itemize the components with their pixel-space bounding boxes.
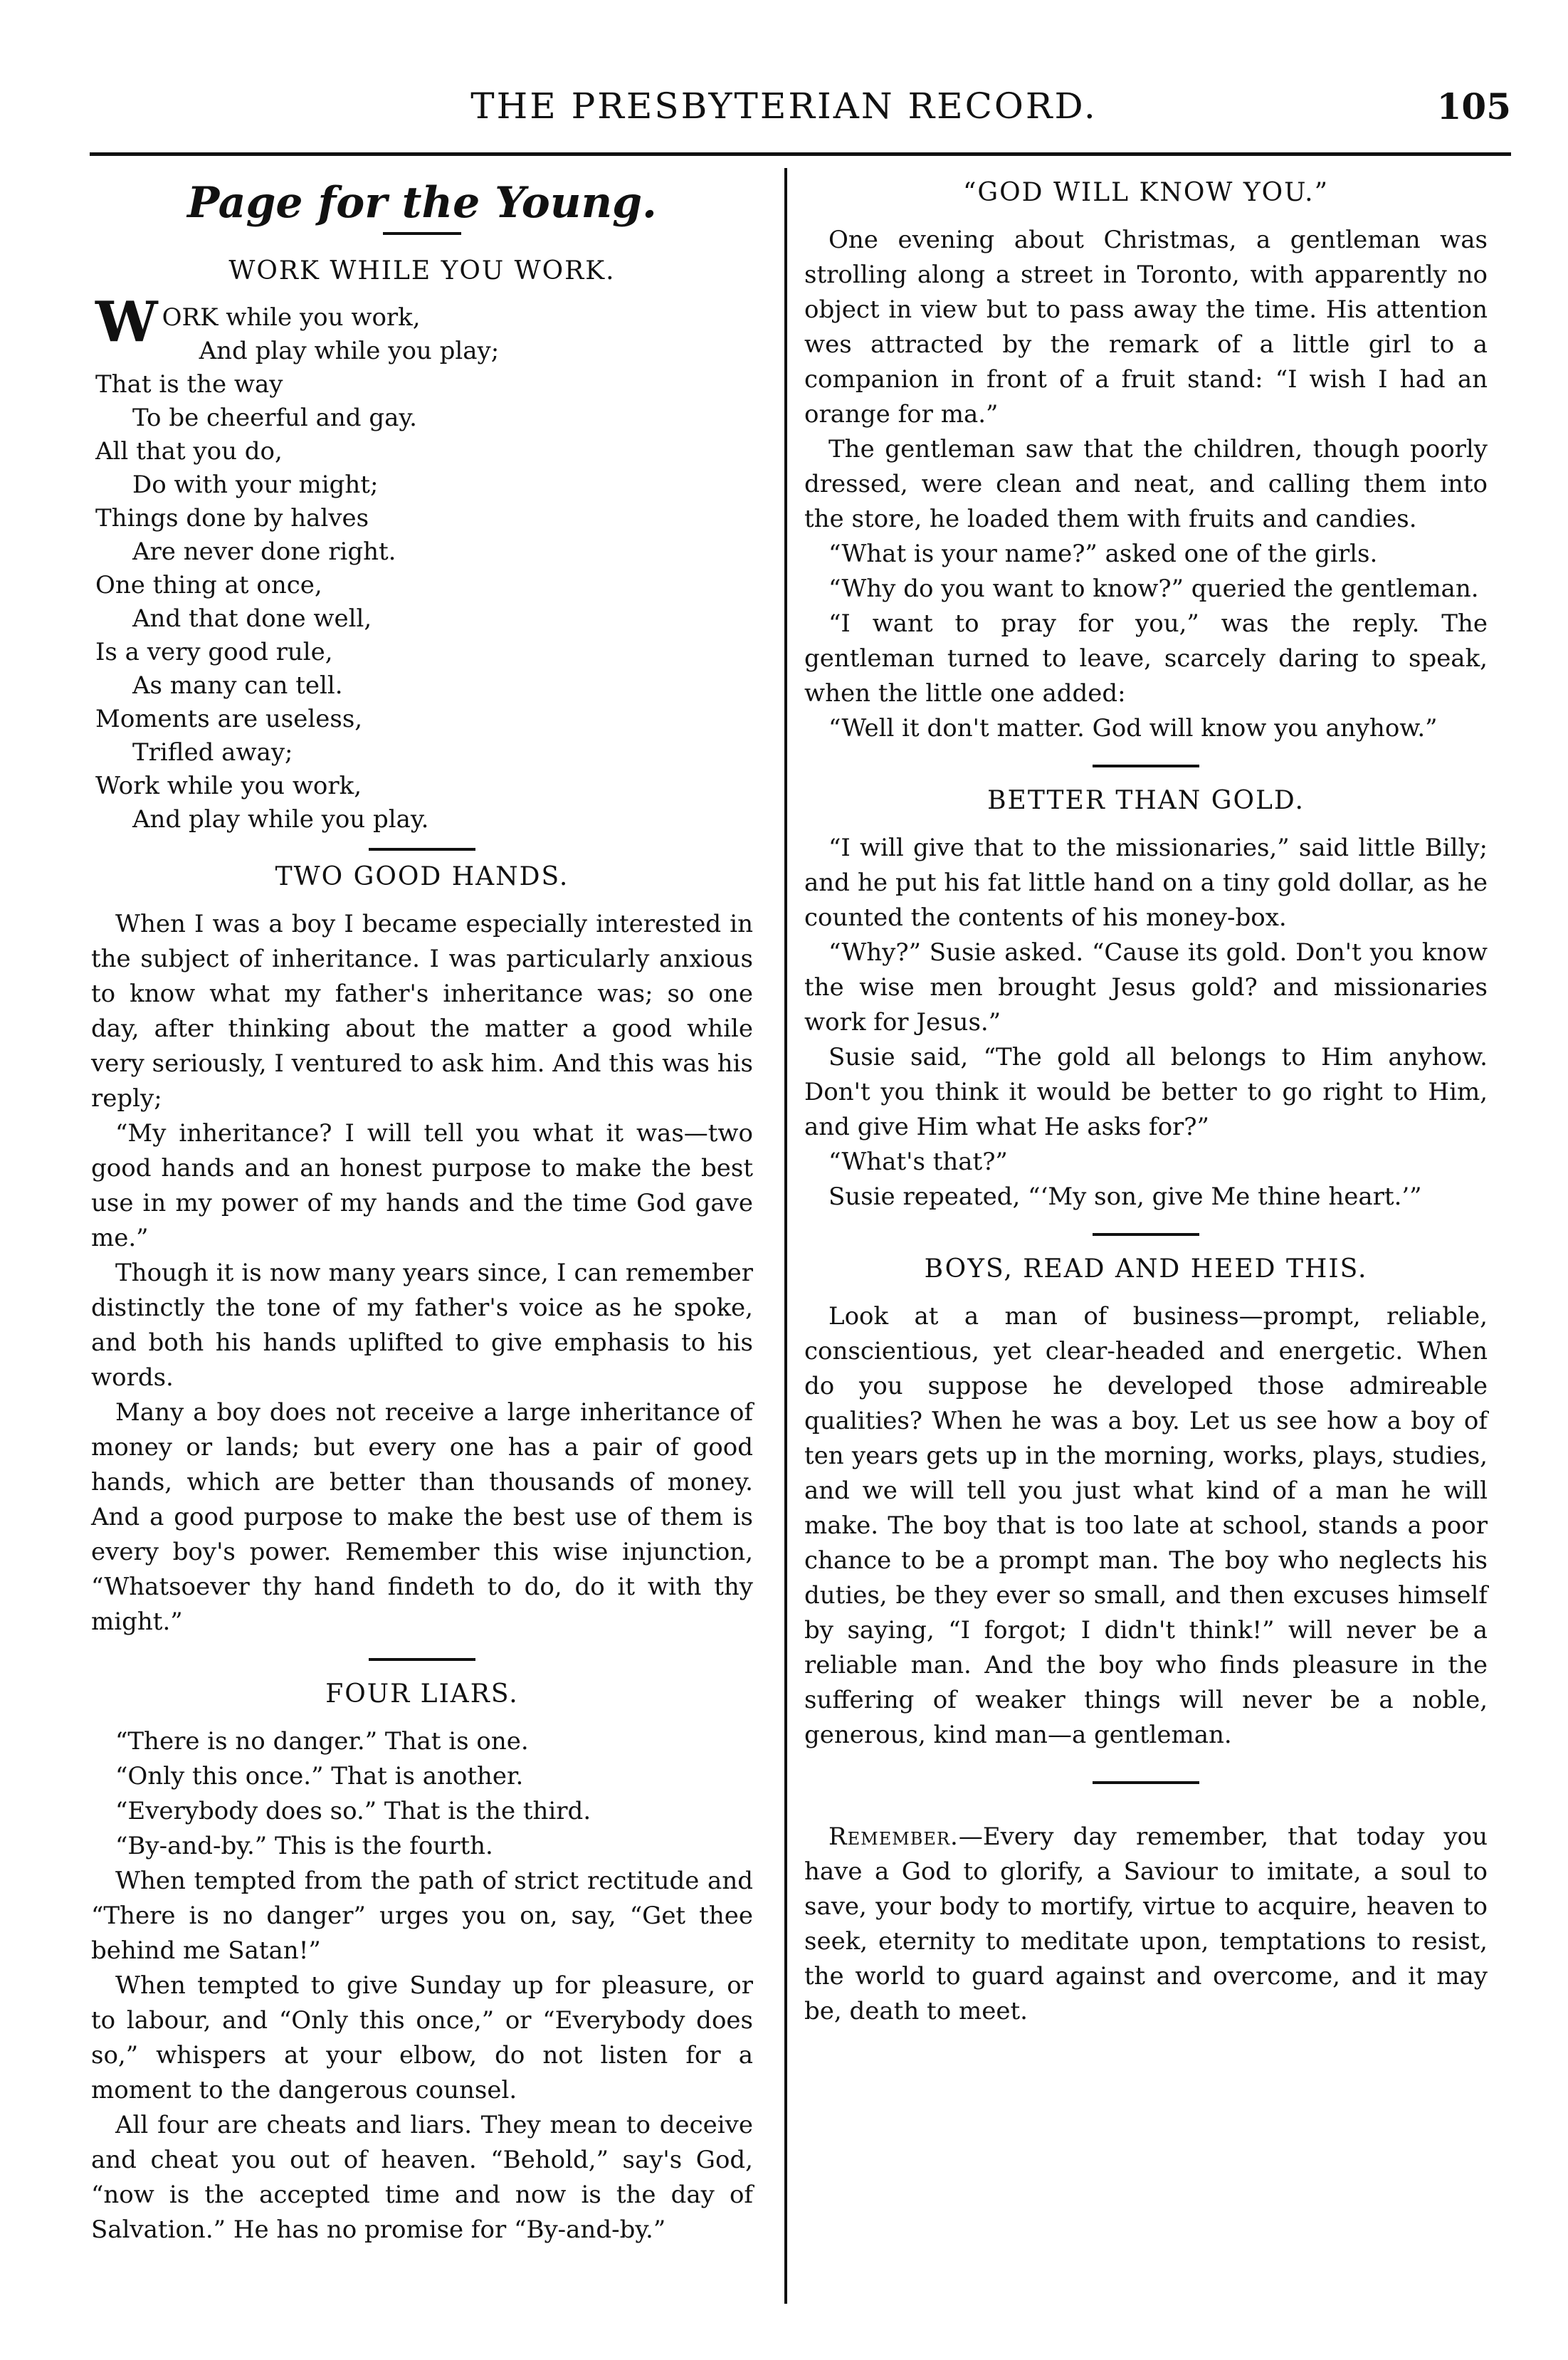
paragraph: “Why do you want to know?” queried the gentleman. xyxy=(828,575,1479,603)
paragraph: When tempted from the path of strict rectitude and “There is no danger” urges you on, say, “Get thee behind me Satan!” xyxy=(91,1867,753,1965)
divider xyxy=(1093,765,1199,767)
paragraph: Susie repeated, “‘My son, give Me thine heart.’” xyxy=(828,1182,1422,1211)
header-rule xyxy=(90,152,1511,156)
paragraph: “Why?” Susie asked. “Cause its gold. Don't you know the wise men brought Jesus gold? and missionaries work for Jesus.” xyxy=(804,938,1488,1037)
poem-line: Is a very good rule, xyxy=(95,638,333,666)
article-heading-god-will-know: “GOD WILL KNOW YOU.” xyxy=(963,178,1329,207)
paragraph: When I was a boy I became especially interested in the subject of inheritance. I was particularly anxious to know what my father's inheritance was; so one day, after thinking about the matter a good while very seriously, I ventured to ask him. And this was his reply; xyxy=(91,910,753,1113)
paragraph: All four are cheats and liars. They mean to deceive and cheat you out of heaven. “Behold,” say's God, “now is the accepted time and now is the day of Salvation.” He has no promise for “By-and-by.” xyxy=(91,2111,753,2244)
divider xyxy=(369,848,475,851)
paragraph: One evening about Christmas, a gentleman was strolling along a street in Toronto, with apparently no object in view but to pass away the time. His attention wes attracted by the remark of a little girl to a companion in front of a fruit stand: “I wish I had an orange for ma.” xyxy=(804,226,1488,429)
paragraph: When tempted to give Sunday up for pleasure, or to labour, and “Only this once,” or “Everybody does so,” whispers at your elbow, do not listen for a moment to the dangerous counsel. xyxy=(91,1971,753,2104)
paragraph: Though it is now many years since, I can remember distinctly the tone of my father's voice as he spoke, and both his hands uplifted to give emphasis to his words. xyxy=(91,1259,753,1392)
poem-line: ORK while you work, xyxy=(162,303,421,332)
paragraph: The gentleman saw that the children, though poorly dressed, were clean and neat, and calling them into the store, he loaded them with fruits and candies. xyxy=(804,435,1488,533)
drop-cap: W xyxy=(95,290,158,355)
poem-line: One thing at once, xyxy=(95,571,322,599)
remember-lead: Remember. xyxy=(828,1823,959,1851)
poem-line: Work while you work, xyxy=(95,772,362,800)
poem xyxy=(91,290,753,837)
poem-line: To be cheerful and gay. xyxy=(132,404,417,432)
list-item: “By-and-by.” This is the fourth. xyxy=(115,1832,493,1860)
column-divider xyxy=(784,168,787,2304)
remember-paragraph xyxy=(804,1820,1488,2029)
list-item: “Only this once.” That is another. xyxy=(115,1762,524,1790)
poem-line: As many can tell. xyxy=(132,671,343,700)
poem-line: All that you do, xyxy=(95,437,283,466)
poem-line: That is the way xyxy=(95,370,283,399)
running-title: THE PRESBYTERIAN RECORD. xyxy=(470,85,1098,127)
article-heading-four-liars: FOUR LIARS. xyxy=(325,1679,519,1709)
paragraph: “What is your name?” asked one of the girls. xyxy=(828,540,1378,568)
article-heading-work-while: WORK WHILE YOU WORK. xyxy=(228,256,616,285)
list-item: “There is no danger.” That is one. xyxy=(115,1727,529,1756)
poem-line: And play while you play. xyxy=(132,805,429,834)
paragraph: “My inheritance? I will tell you what it was—two good hands and an honest purpose to make the best use in my power of my hands and the time God gave me.” xyxy=(91,1119,753,1252)
article-heading-two-good-hands: TWO GOOD HANDS. xyxy=(275,862,569,891)
poem-line: Things done by halves xyxy=(95,504,369,533)
poem-first-line xyxy=(95,290,753,368)
poem-line: Moments are useless, xyxy=(95,705,363,733)
left-column xyxy=(91,171,753,2248)
poem-line: Do with your might; xyxy=(132,471,379,499)
poem-line: Are never done right. xyxy=(132,537,396,566)
paragraph: “I want to pray for you,” was the reply. The gentleman turned to leave, scarcely daring to speak, when the little one added: xyxy=(804,609,1488,708)
divider xyxy=(383,232,461,235)
paragraph: “What's that?” xyxy=(828,1148,1008,1176)
section-title: Page for the Young. xyxy=(187,178,657,228)
page-header xyxy=(0,78,1568,142)
poem-line: And play while you play; xyxy=(199,337,500,365)
poem-line: And that done well, xyxy=(132,604,372,633)
divider xyxy=(369,1658,475,1661)
article-heading-boys-read: BOYS, READ AND HEED THIS. xyxy=(924,1254,1368,1284)
paragraph: Many a boy does not receive a large inheritance of money or lands; but every one has a pair of good hands, which are better than thousands of money. And a good purpose to make the best use of them is every boy's power. Remember this wise injunction, “Whatsoever thy hand findeth to do, do it with thy might.” xyxy=(91,1398,753,1636)
paragraph: Susie said, “The gold all belongs to Him anyhow. Don't you think it would be better to go right to Him, and give Him what He asks for?” xyxy=(804,1043,1488,1141)
divider xyxy=(1093,1781,1199,1784)
page-number: 105 xyxy=(1436,85,1511,127)
remember-text: —Every day remember, that today you have a God to glorify, a Saviour to imitate, a soul to save, your body to mortify, virtue to acquire, heaven to seek, eternity to meditate upon, temptations to resist, the world to guard against and overcome, and it may be, death to meet. xyxy=(804,1823,1488,2025)
poem-line: Trifled away; xyxy=(132,738,293,767)
divider xyxy=(1093,1233,1199,1236)
list-item: “Everybody does so.” That is the third. xyxy=(115,1797,591,1825)
article-heading-better-than-gold: BETTER THAN GOLD. xyxy=(987,786,1305,815)
right-column xyxy=(804,171,1488,2029)
paragraph: Look at a man of business—prompt, reliable, conscientious, yet clear-headed and energetic. When do you suppose he developed those admireable qualities? When he was a boy. Let us see how a boy of ten years gets up in the morning, works, plays, studies, and we will tell you just what kind of a man he will make. The boy that is too late at school, stands a poor chance to be a prompt man. The boy who neglects his duties, be they ever so small, and then excuses himself by saying, “I forgot; I didn't think!” will never be a reliable man. And the boy who finds pleasure in the suffering of weaker things will never be a noble, generous, kind man—a gentleman. xyxy=(804,1302,1488,1749)
paragraph: “I will give that to the missionaries,” said little Billy; and he put his fat little hand on a tiny gold dollar, as he counted the contents of his money-box. xyxy=(804,834,1488,932)
paragraph: “Well it don't matter. God will know you anyhow.” xyxy=(828,714,1438,743)
